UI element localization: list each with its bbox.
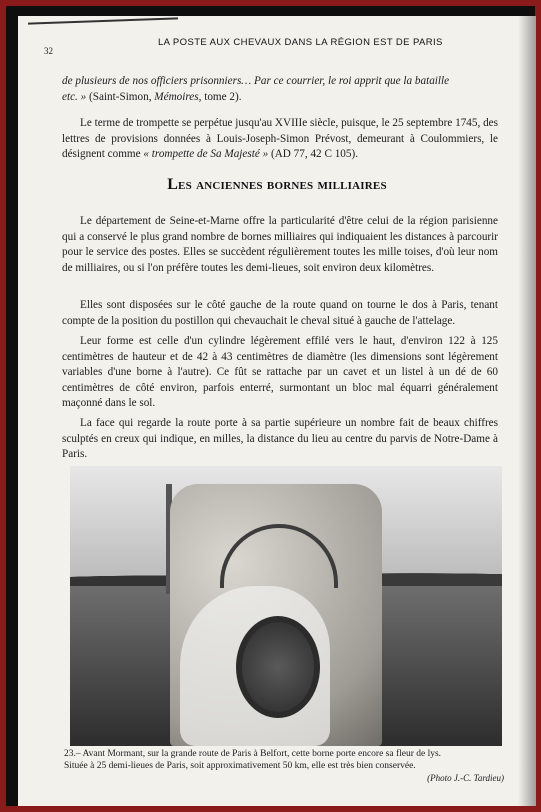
quote-source-pre: (Saint-Simon, [86, 90, 155, 103]
top-rule [28, 17, 178, 24]
milestone-photo [70, 466, 502, 746]
page-number: 32 [44, 46, 53, 56]
quote-source-title: Mémoires [154, 90, 199, 103]
fleur-de-lys-medallion [236, 616, 320, 718]
trumpet-ref: (AD 77, 42 C 105). [268, 148, 359, 160]
trumpet-paragraph [62, 116, 498, 163]
trumpet-quote: « trompette de Sa Majesté » [143, 148, 269, 160]
book-page [18, 16, 536, 806]
caption-line-1: 23.– Avant Mormant, sur la grande route de Paris à Belfort, cette borne porte encore sa fleur de lys. [64, 749, 442, 759]
photo-credit: (Photo J.-C. Tardieu) [427, 773, 504, 783]
paragraph-1: Le département de Seine-et-Marne offre la particularité d'être celui de la région parisienne qui a conservé le plus grand nombre de bornes milliaires qui indiquaient les distances à parcourir pour le service des postes. Elles se succèdent régulièrement toutes les mille toises, d'où leur nom de milliaires, ou si l'on préfère toutes les demi-lieues, soit environ deux kilomètres. [62, 215, 498, 274]
running-head: LA POSTE AUX CHEVAUX DANS LA RÉGION EST DE PARIS [158, 37, 443, 48]
page-frame [6, 6, 535, 806]
paragraph-3: Leur forme est celle d'un cylindre légèrement effilé vers le haut, d'environ 122 à 125 centimètres de hauteur et de 42 à 43 centimètres de diamètre (les dimensions sont légèrement variables d'une borne à l'autre). Ce fût se rattache par un cavet et un listel à un dé de 60 centimètres de côté environ, parfois enterré, surmontant un bloc mal équarri généralement maçonné dans le sol. [62, 335, 498, 409]
quote-italic-end: etc. » [62, 90, 87, 103]
paragraph-2: Elles sont disposées sur le côté gauche de la route quand on tourne le dos à Paris, tenant compte de la position du postillon qui chevauchait le cheval situé à gauche de l'attelage. [62, 299, 498, 327]
trumpet-text: Le terme de trompette se perpétue jusqu'au XVIIIe siècle, puisque, le 25 septembre 1745, des lettres de provisions données à Louis-Joseph-Simon Prévost, demeurant à Coulommiers, le désignent comme [62, 117, 498, 160]
figure-caption [64, 749, 508, 772]
intro-quote [62, 74, 498, 105]
quote-source-post: , tome 2). [198, 90, 242, 103]
paragraph-4: La face qui regarde la route porte à sa partie supérieure un nombre fait de beaux chiffres sculptés en creux qui indique, en milles, la distance du lieu au centre du parvis de Notre-Dame à Paris. [62, 417, 498, 460]
quote-italic: de plusieurs de nos officiers prisonniers… Par ce courrier, le roi apprit que la bataille [62, 75, 450, 87]
section-title: Les anciennes bornes milliaires [167, 176, 387, 193]
page-fold-shadow [518, 16, 536, 806]
caption-line-2: Située à 25 demi-lieues de Paris, soit approximativement 50 km, elle est très bien conservée. [64, 760, 416, 771]
